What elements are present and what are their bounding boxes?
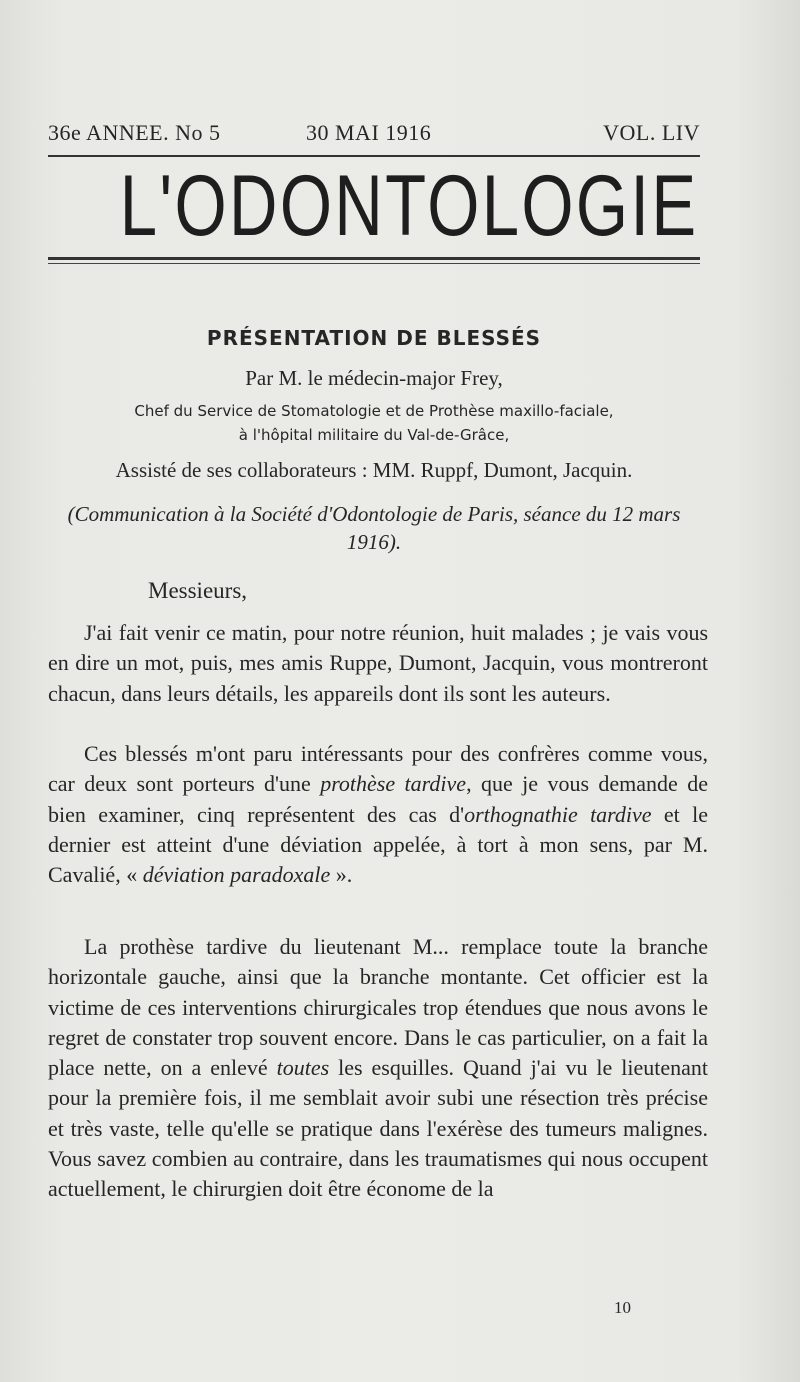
author-byline: Par M. le médecin-major Frey, (245, 366, 503, 390)
salutation: Messieurs, (148, 578, 248, 603)
issue-number: 36e ANNEE. No 5 (48, 120, 221, 145)
term-prothese-tardive: prothèse tardive (320, 771, 467, 797)
term-deviation-paradoxale: déviation paradoxale (142, 862, 331, 888)
title-rule-thin (48, 263, 700, 264)
journal-title: L'ODONTOLOGIE (119, 158, 699, 254)
paragraph-2-text-g: ». (330, 862, 353, 888)
paragraph-2 (48, 739, 708, 890)
page-number: 10 (614, 1298, 631, 1317)
affiliation-line-1: Chef du Service de Stomatologie et de Prothèse maxillo-faciale, (134, 402, 614, 420)
affiliation-line-2: à l'hôpital militaire du Val-de-Grâce, (238, 426, 510, 444)
title-rule-thick (48, 257, 700, 260)
running-header (48, 120, 700, 150)
paragraph-1: J'ai fait venir ce matin, pour notre réunion, huit malades ; je vais vous en dire un mot, puis, mes amis Ruppe, Dumont, Jacquin, vous montreront chacun, dans leurs détails, les appareils dont ils sont les auteurs. (48, 620, 708, 706)
volume-number: VOL. LIV (603, 120, 700, 145)
paragraph-3 (48, 932, 708, 1205)
paragraph-3-text-a: La prothèse tardive du lieutenant M... remplace toute la branche horizontale gauche, ainsi que la branche montante. Cet officier est la victime de ces interventions chirurgicales trop étendues que nous avons le regret de constater trop souvent encore. Dans le cas particulier, on a fait la place nette, on a enlevé (48, 934, 708, 1081)
issue-date: 30 MAI 1916 (306, 120, 432, 145)
paragraph-2-text-a: Ces blessés m'ont paru intéressants pour des confrères comme vous, car deux sont porteurs d'une (48, 741, 708, 797)
term-orthognathie-tardive: orthognathie tardive (464, 801, 652, 827)
paragraph-3-text-c: les esquilles. Quand j'ai vu le lieutenant pour la première fois, il me semblait avoir subi une résection très précise et très vaste, telle qu'elle se pratique dans l'exérèse des tumeurs malignes. Vous savez combien au contraire, dans les traumatismes qui nous occupent actuellement, le chirurgien doit être économe de la (48, 1055, 708, 1202)
article-title: PRÉSENTATION DE BLESSÉS (206, 326, 542, 350)
paragraph-2-text-e: et le dernier est atteint d'une déviation appelée, à tort à mon sens, par M. Cavalié, « (48, 801, 708, 888)
collaborators: Assisté de ses collaborateurs : MM. Ruppf, Dumont, Jacquin. (115, 458, 633, 482)
term-toutes: toutes (276, 1055, 330, 1081)
communication-note: (Communication à la Société d'Odontologie de Paris, séance du 12 mars 1916). (67, 502, 681, 554)
header-rule (48, 155, 700, 157)
paragraph-2-text-c: , que je vous demande de bien examiner, cinq représentent des cas d' (48, 771, 709, 827)
